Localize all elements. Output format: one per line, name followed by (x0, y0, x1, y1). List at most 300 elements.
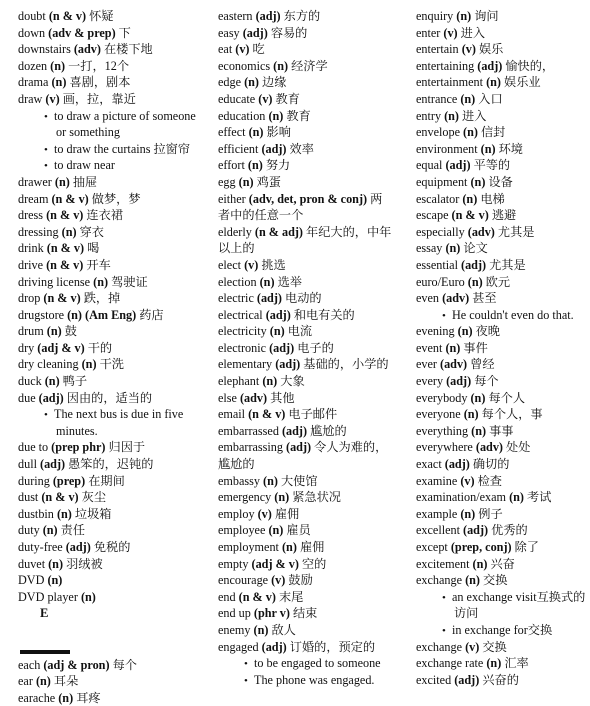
dictionary-entry (416, 58, 588, 75)
entry-part-of-speech: (adj) (255, 9, 281, 23)
entry-word: embarrassed (218, 423, 279, 438)
entry-part-of-speech: (n) (467, 274, 483, 289)
entry-word: easy (218, 25, 240, 40)
entry-part-of-speech: (phr v) (253, 606, 290, 621)
entry-definition: 基础的，小学的 (303, 357, 389, 372)
entry-word: entrance (416, 91, 458, 106)
entry-definition: 除了 (514, 540, 539, 554)
entry-word: example (416, 506, 458, 521)
entry-part-of-speech: (prep phr) (51, 440, 106, 455)
bullet-icon: • (244, 674, 248, 687)
entry-word: ear (18, 674, 33, 689)
entry-definition: 交换 (482, 639, 507, 654)
entry-word: driving license (18, 274, 91, 289)
entry-definition: 电子的 (297, 340, 334, 355)
entry-part-of-speech: (adj) (445, 158, 471, 173)
entry-part-of-speech: (adv) (475, 440, 503, 455)
example-continuation: minutes. (56, 423, 98, 438)
entry-definition: 开车 (86, 257, 111, 272)
entry-word: examination/exam (416, 490, 507, 505)
entry-word: examine (416, 473, 458, 488)
entry-definition: 尤其是 (489, 257, 526, 272)
dictionary-entry (18, 489, 216, 506)
dictionary-entry (218, 108, 414, 125)
entry-word: drink (18, 241, 44, 256)
entry-word: down (18, 25, 46, 40)
dictionary-entry (18, 356, 216, 373)
dictionary-entry (218, 373, 414, 390)
dictionary-column-2 (218, 8, 414, 688)
entry-definition: 连衣裙 (86, 208, 123, 223)
entry-word: engaged (218, 639, 259, 654)
entry-part-of-speech: (n) (61, 224, 77, 239)
entry-definition: 喝 (87, 241, 100, 256)
entry-word: dry cleaning (18, 357, 79, 372)
entry-word: end (218, 589, 236, 604)
entry-definition: 每个 (112, 657, 137, 672)
entry-definition: 怀疑 (89, 9, 114, 23)
dictionary-entry (218, 8, 414, 25)
entry-part-of-speech: (adj) (269, 340, 295, 355)
dictionary-entry (218, 58, 414, 75)
entry-word: equal (416, 158, 443, 173)
entry-definition: 干的 (87, 340, 113, 355)
entry-definition: 考试 (527, 490, 552, 505)
example-text: The next bus is due in five (54, 407, 184, 422)
entry-word: due to (18, 440, 49, 455)
dictionary-column-3 (416, 8, 588, 688)
entry-word: eat (218, 42, 233, 57)
entry-definition: 雇佣 (299, 540, 325, 554)
bullet-icon: • (442, 624, 446, 637)
entry-part-of-speech: (n) (50, 58, 66, 73)
dictionary-entry (218, 307, 414, 324)
entry-part-of-speech: (adj) (275, 357, 301, 372)
bullet-icon: • (44, 160, 48, 173)
entry-part-of-speech: (n & adj) (254, 224, 303, 239)
entry-definition: 交换 (483, 573, 508, 588)
entry-word: employment (218, 540, 279, 554)
entry-word: exchange (416, 639, 463, 654)
entry-definition: 经济学 (291, 58, 328, 73)
dictionary-entry (18, 8, 216, 25)
entry-part-of-speech: (n) (269, 324, 285, 339)
dictionary-entry (416, 456, 588, 473)
dictionary-entry (18, 556, 216, 573)
dictionary-entry (218, 423, 414, 440)
dictionary-entry (416, 639, 588, 656)
entry-part-of-speech: (n & v) (46, 208, 84, 223)
entry-part-of-speech: (v) (258, 91, 273, 106)
entry-part-of-speech: (adj) (461, 257, 487, 272)
entry-word: drum (18, 324, 44, 339)
entry-part-of-speech: (n & v) (43, 291, 81, 306)
dictionary-entry (416, 423, 588, 440)
entry-word: elderly (218, 224, 252, 239)
entry-definition: 兴奋的 (482, 672, 519, 687)
entry-part-of-speech: (n) (247, 158, 263, 173)
entry-definition: 电子邮件 (288, 407, 338, 422)
dictionary-entry (218, 473, 414, 490)
entry-word: emergency (218, 490, 272, 505)
entry-part-of-speech: (adj) (463, 523, 489, 538)
entry-definition: 雇佣 (274, 506, 300, 521)
entry-definition: 跌，掉 (83, 291, 121, 306)
entry-word: egg (218, 174, 236, 189)
example-line (416, 307, 588, 324)
entry-word: especially (416, 224, 465, 239)
entry-definition: 例子 (478, 506, 503, 521)
entry-word: draw (18, 91, 43, 106)
dictionary-entry (416, 240, 588, 257)
entry-definition: 在楼下地 (104, 42, 153, 57)
dictionary-entry (218, 323, 414, 340)
entry-word: during (18, 473, 50, 488)
example-line (18, 108, 216, 125)
dictionary-entry (416, 572, 588, 589)
entry-definition: 结束 (292, 606, 318, 621)
entry-word: educate (218, 91, 256, 106)
entry-word: enquiry (416, 9, 454, 23)
entry-part-of-speech: (n) (238, 174, 254, 189)
entry-part-of-speech: (n) (56, 506, 72, 521)
entry-definition: 愉快的， (505, 58, 555, 73)
entry-definition: 容易的 (270, 25, 308, 40)
entry-word: dull (18, 457, 37, 472)
entry-word: excitement (416, 556, 470, 571)
entry-definition: 入口 (478, 91, 503, 106)
entry-definition: 画，拉，靠近 (62, 91, 136, 106)
entry-part-of-speech: (adv & prep) (48, 25, 116, 40)
dictionary-entry (416, 74, 588, 91)
example-text: an exchange visit互换式的 (452, 589, 586, 604)
entry-part-of-speech: (n) (244, 75, 259, 90)
entry-word: escalator (416, 191, 460, 206)
entry-definition: 教育 (286, 108, 311, 123)
entry-definition: 耳疼 (76, 690, 101, 705)
entry-definition: 尤其是 (497, 224, 535, 239)
dictionary-entry (416, 489, 588, 506)
entry-word: entertain (416, 42, 459, 57)
entry-definition: 耳朵 (53, 674, 79, 689)
dictionary-entry (218, 340, 414, 357)
entry-word: essential (416, 257, 458, 272)
entry-part-of-speech: (n) (35, 674, 51, 689)
entry-word: else (218, 390, 237, 405)
entry-definition: 订婚的，预定的 (289, 639, 376, 654)
entry-part-of-speech: (n) (463, 125, 478, 140)
definition-continuation: 以上的 (218, 241, 255, 256)
dictionary-entry (416, 191, 588, 208)
dictionary-entry (218, 622, 414, 639)
example-line (416, 589, 588, 606)
entry-word: empty (218, 556, 249, 571)
entry-part-of-speech: (n) (51, 75, 67, 90)
entry-part-of-speech: (n) (470, 390, 486, 405)
entry-definition: 羽绒被 (66, 556, 103, 571)
dictionary-entry (416, 108, 588, 125)
entry-definition: 电动的 (285, 291, 322, 306)
example-text: to draw the curtains 拉窗帘 (54, 141, 191, 156)
entry-word: dust (18, 490, 39, 505)
entry-definition: 每个人，事 (481, 407, 543, 422)
entry-definition: 事件 (463, 340, 488, 355)
dictionary-entry (18, 58, 216, 75)
dictionary-entry (18, 373, 216, 390)
entry-definition: 敌人 (271, 622, 296, 637)
entry-word: evening (416, 324, 455, 339)
entry-definition: 穿衣 (79, 224, 104, 239)
dictionary-entry (218, 439, 414, 456)
entry-part-of-speech: (n) (472, 556, 488, 571)
entry-part-of-speech: (n & v) (248, 407, 286, 422)
entry-part-of-speech: (adj) (446, 374, 472, 389)
entry-part-of-speech: (v) (235, 42, 250, 57)
dictionary-entry (18, 290, 216, 307)
dictionary-entry (18, 323, 216, 340)
entry-word: duvet (18, 556, 46, 571)
spacer (18, 622, 216, 639)
entry-definition: 优秀的 (491, 523, 528, 538)
entry-word: electricity (218, 324, 267, 339)
entry-definition: 两 (370, 191, 383, 206)
dictionary-entry (18, 91, 216, 108)
dictionary-entry (218, 274, 414, 291)
dictionary-entry (416, 274, 588, 291)
entry-part-of-speech: (n) (262, 374, 278, 389)
dictionary-entry (18, 74, 216, 91)
entry-definition: 垃圾箱 (74, 506, 112, 521)
entry-word: education (218, 108, 266, 123)
entry-definition: 药店 (139, 307, 164, 322)
entry-definition: 电流 (287, 324, 313, 339)
entry-part-of-speech: (n) (463, 407, 479, 422)
entry-part-of-speech: (adj) (265, 307, 291, 322)
entry-word: euro/Euro (416, 274, 465, 289)
entry-word: employ (218, 506, 255, 521)
entry-word: economics (218, 58, 271, 73)
entry-part-of-speech: (adj) (256, 291, 282, 306)
entry-part-of-speech: (adv) (442, 291, 470, 306)
entry-part-of-speech: (v) (461, 42, 476, 57)
entry-word: exchange (416, 573, 463, 588)
dictionary-entry (18, 522, 216, 539)
dictionary-entry (218, 25, 414, 42)
dictionary-entry (416, 556, 588, 573)
dictionary-entry (416, 25, 588, 42)
dictionary-entry (18, 240, 216, 257)
entry-definition: 检查 (477, 473, 502, 488)
entry-word: elect (218, 257, 242, 272)
entry-word: dress (18, 208, 44, 223)
dictionary-entry (18, 506, 216, 523)
entry-part-of-speech: (adj) (38, 390, 64, 405)
bullet-icon: • (44, 143, 48, 156)
entry-definition: 欧元 (485, 274, 511, 289)
dictionary-entry (18, 473, 216, 490)
entry-word: envelope (416, 125, 460, 140)
bullet-icon: • (44, 409, 48, 422)
entry-definition: 东方的 (283, 9, 321, 23)
entry-part-of-speech: (n) (47, 573, 63, 588)
entry-definition: 其他 (270, 390, 295, 405)
entry-part-of-speech: (n) (456, 9, 472, 23)
entry-part-of-speech: (adv) (240, 390, 268, 405)
dictionary-entry (18, 25, 216, 42)
entry-part-of-speech: (n & v) (46, 257, 84, 272)
dictionary-entry (416, 390, 588, 407)
dictionary-entry (18, 340, 216, 357)
dictionary-entry (416, 290, 588, 307)
dictionary-entry (416, 157, 588, 174)
entry-definition: 大使馆 (280, 473, 318, 488)
dictionary-entry (18, 207, 216, 224)
dictionary-entry (18, 439, 216, 456)
entry-definition: 曾经 (470, 357, 495, 372)
dictionary-entry (18, 307, 216, 324)
entry-word: either (218, 191, 246, 206)
entry-part-of-speech: (n) (268, 523, 284, 538)
entry-word: everyone (416, 407, 461, 422)
dictionary-entry (218, 290, 414, 307)
dictionary-entry (416, 41, 588, 58)
example-continuation: 访问 (454, 606, 479, 621)
entry-word: downstairs (18, 42, 71, 57)
entry-definition: 愚笨的，迟钝的 (68, 457, 154, 472)
entry-word: exact (416, 457, 442, 472)
dictionary-entry (218, 74, 414, 91)
entry-word: edge (218, 75, 242, 90)
entry-definition: 电梯 (480, 191, 505, 206)
dictionary-entry (416, 672, 588, 689)
entry-word: drugstore (18, 307, 65, 322)
entry-part-of-speech: (n) (273, 58, 289, 73)
entry-part-of-speech: (n) (54, 174, 70, 189)
entry-definition: 鼓励 (288, 573, 313, 588)
dictionary-entry (218, 91, 414, 108)
entry-part-of-speech: (n) (471, 423, 487, 438)
section-rule (18, 639, 216, 657)
entry-word: even (416, 291, 440, 306)
entry-part-of-speech: (adj) (454, 672, 480, 687)
entry-word: entertainment (416, 75, 484, 90)
entry-definition: 尴尬的 (310, 423, 347, 438)
dictionary-entry (18, 257, 216, 274)
entry-word: except (416, 540, 448, 554)
entry-part-of-speech: (v) (465, 639, 480, 654)
entry-word: duty (18, 523, 40, 538)
entry-definition: 灰尘 (81, 490, 107, 505)
dictionary-entry (218, 174, 414, 191)
dictionary-entry (218, 589, 414, 606)
entry-definition: 平等的 (473, 158, 511, 173)
entry-definition: 大象 (280, 374, 305, 389)
entry-word: drive (18, 257, 44, 272)
entry-word: electrical (218, 307, 263, 322)
entry-definition: 抽屉 (72, 174, 98, 189)
entry-definition: 雇员 (286, 523, 311, 538)
entry-part-of-speech: (n) (46, 324, 62, 339)
entry-part-of-speech: (adj & v) (251, 556, 299, 571)
entry-word: excellent (416, 523, 460, 538)
entry-part-of-speech: (adj) (444, 457, 470, 472)
dictionary-entry (218, 141, 414, 158)
dictionary-entry (416, 373, 588, 390)
dictionary-entry (416, 323, 588, 340)
entry-word: electric (218, 291, 254, 306)
entry-word: employee (218, 523, 266, 538)
entry-word: entertaining (416, 58, 475, 73)
dictionary-entry (416, 141, 588, 158)
entry-definition: 责任 (60, 523, 86, 538)
entry-part-of-speech: (v) (443, 25, 458, 40)
entry-word: duty-free (18, 540, 63, 554)
entry-definition: 下 (118, 25, 131, 40)
entry-definition: 喜剧，剧本 (69, 75, 131, 90)
dictionary-entry (218, 556, 414, 573)
example-line (218, 672, 414, 689)
example-text: He couldn't even do that. (452, 307, 574, 322)
entry-word: end up (218, 606, 251, 621)
dictionary-entry (416, 257, 588, 274)
entry-definition: 选举 (277, 274, 302, 289)
example-line (416, 622, 588, 639)
dictionary-entry (416, 207, 588, 224)
entry-definition: 效率 (289, 141, 314, 156)
dictionary-entry (218, 356, 414, 373)
entry-part-of-speech: (n) (42, 523, 58, 538)
entry-part-of-speech: (n) (480, 141, 496, 156)
entry-definition: 信封 (481, 125, 506, 140)
dictionary-entry (218, 124, 414, 141)
entry-definition: 兴奋 (490, 556, 515, 571)
dictionary-entry (218, 191, 414, 208)
section-rule-bar (20, 650, 70, 654)
entry-word: event (416, 340, 443, 355)
dictionary-entry (18, 657, 216, 674)
entry-word: efficient (218, 141, 259, 156)
entry-word: electronic (218, 340, 267, 355)
entry-word: dustbin (18, 506, 54, 521)
bullet-icon: • (244, 658, 248, 671)
entry-definition: 确切的 (472, 457, 510, 472)
entry-definition: 努力 (265, 158, 291, 173)
dictionary-entry (416, 473, 588, 490)
entry-word: equipment (416, 174, 468, 189)
entry-definition: 事事 (489, 423, 514, 438)
example-text: to draw near (54, 158, 115, 173)
entry-definition: 在期间 (88, 473, 125, 488)
dictionary-entry (18, 390, 216, 407)
entry-definition: 论文 (463, 241, 488, 256)
entry-word: everybody (416, 390, 468, 405)
entry-word: elementary (218, 357, 273, 372)
entry-word: embarrassing (218, 440, 283, 455)
entry-part-of-speech: (n & v) (41, 490, 79, 505)
dictionary-entry (18, 673, 216, 690)
entry-definition: 驾驶证 (111, 274, 148, 289)
entry-part-of-speech: (v) (460, 473, 475, 488)
entry-part-of-speech: (n) (457, 324, 473, 339)
entry-part-of-speech: (n) (460, 506, 476, 521)
entry-part-of-speech: (n) (80, 589, 96, 604)
entry-part-of-speech: (n) (445, 241, 461, 256)
entry-word: elephant (218, 374, 260, 389)
entry-word: essay (416, 241, 443, 256)
entry-part-of-speech: (n) (509, 490, 524, 505)
entry-part-of-speech: (n) (44, 374, 60, 389)
entry-word: enter (416, 25, 441, 40)
